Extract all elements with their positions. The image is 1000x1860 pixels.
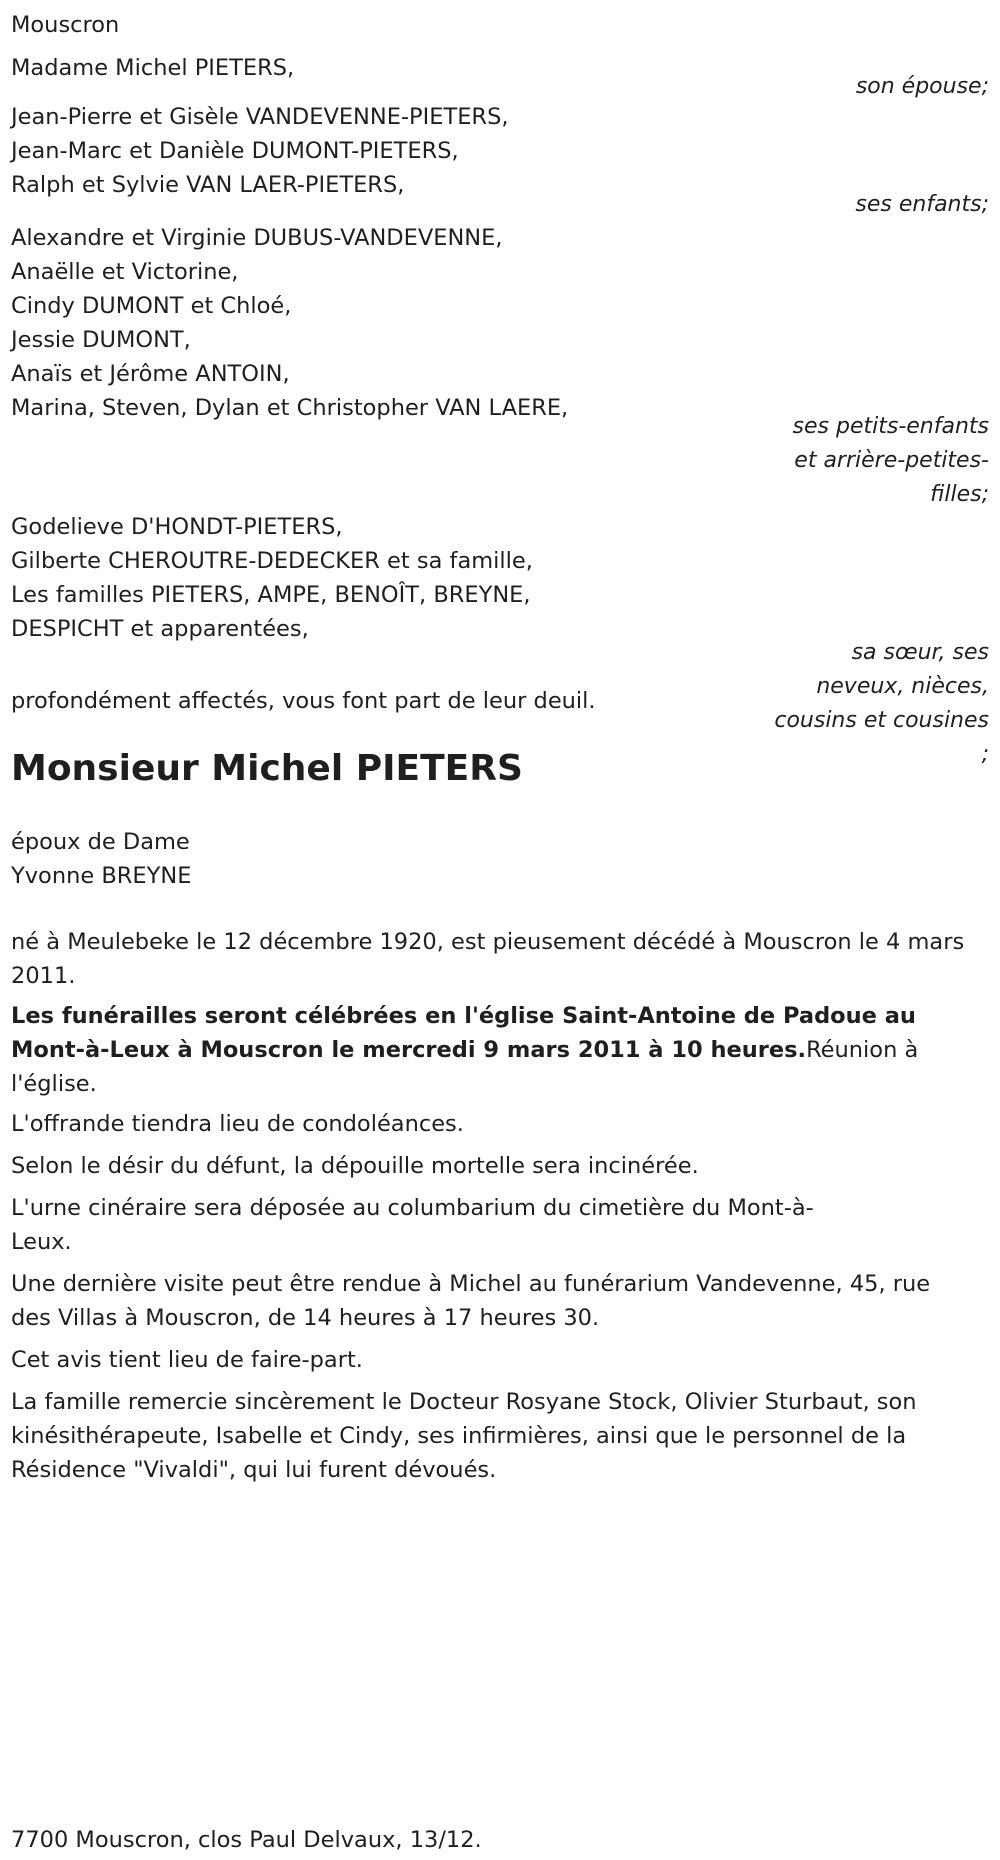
relation-line: sa sœur, ses: [851, 640, 989, 665]
grandchild-line: Cindy DUMONT et Chloé,: [11, 293, 292, 319]
thanks-paragraph: La famille remercie sincèrement le Docteur Rosyane Stock, Olivier Sturbaut, son kinésithérapeute, Isabelle et Cindy, ses infirmières, ainsi que le personnel de la Résidence "Vivaldi", qui lui furent dévoués.: [11, 1389, 917, 1483]
address: 7700 Mouscron, clos Paul Delvaux, 13/12.: [11, 1827, 482, 1853]
sibling-line: Gilberte CHEROUTRE-DEDECKER et sa famille,: [11, 548, 533, 574]
cremation-paragraph: Selon le désir du défunt, la dépouille mortelle sera incinérée.: [11, 1153, 699, 1179]
relation-line: cousins et cousines: [774, 708, 989, 733]
funeral-details: Les funérailles seront célébrées en l'église Saint-Antoine de Padoue au Mont-à-Leux à Mouscron le mercredi 9 mars 2011 à 10 heures.: [11, 1003, 916, 1063]
spouse-relation: son épouse;: [855, 74, 989, 99]
deceased-spouse: [11, 825, 191, 893]
birth-death-paragraph: né à Meulebeke le 12 décembre 1920, est pieusement décédé à Mouscron le 4 mars 2011.: [11, 929, 965, 989]
grandchild-line: Marina, Steven, Dylan et Christopher VAN LAERE,: [11, 395, 569, 421]
deceased-name: Monsieur Michel PIETERS: [11, 748, 523, 789]
grandchild-line: Alexandre et Virginie DUBUS-VANDEVENNE,: [11, 225, 503, 251]
sibling-line: Les familles PIETERS, AMPE, BENOÎT, BREYNE,: [11, 582, 531, 608]
offering-paragraph: L'offrande tiendra lieu de condoléances.: [11, 1111, 464, 1137]
visit-paragraph: Une dernière visite peut être rendue à Michel au funérarium Vandevenne, 45, rue des Villas à Mouscron, de 14 heures à 17 heures 30.: [11, 1271, 931, 1331]
notice-paragraph: Cet avis tient lieu de faire-part.: [11, 1347, 363, 1373]
grandchild-line: Anaïs et Jérôme ANTOIN,: [11, 361, 290, 387]
grandchild-line: Jessie DUMONT,: [11, 327, 191, 353]
funeral-meeting: Réunion à l'église.: [11, 1037, 919, 1097]
relation-line: et arrière-petites-: [794, 448, 989, 473]
spouse-name: Madame Michel PIETERS,: [11, 55, 295, 81]
relation-line: neveux, nièces,: [816, 674, 989, 699]
child-line: Ralph et Sylvie VAN LAER-PIETERS,: [11, 172, 405, 198]
child-line: Jean-Pierre et Gisèle VANDEVENNE-PIETERS,: [11, 104, 509, 130]
spouse-line: Yvonne BREYNE: [11, 863, 192, 889]
grandchildren-relation: [793, 410, 989, 512]
urn-paragraph: L'urne cinéraire sera déposée au columbarium du cimetière du Mont-à-Leux.: [11, 1195, 814, 1255]
funeral-paragraph: [11, 999, 989, 1101]
relation-line: ;: [981, 742, 989, 767]
grandchild-line: Anaëlle et Victorine,: [11, 259, 239, 285]
notice-body: [11, 925, 989, 1487]
sibling-line: DESPICHT et apparentées,: [11, 616, 309, 642]
grandchildren-block: [11, 221, 989, 507]
children-block: [11, 100, 989, 217]
sibling-line: Godelieve D'HONDT-PIETERS,: [11, 514, 343, 540]
children-relation: ses enfants;: [855, 192, 989, 217]
announcement: profondément affectés, vous font part de leur deuil.: [11, 688, 596, 714]
relation-line: filles;: [930, 482, 989, 507]
spouse-line: époux de Dame: [11, 829, 190, 855]
child-line: Jean-Marc et Danièle DUMONT-PIETERS,: [11, 138, 459, 164]
city-heading: Mouscron: [11, 12, 120, 38]
relation-line: ses petits-enfants: [792, 414, 989, 439]
siblings-relation: [774, 636, 989, 772]
